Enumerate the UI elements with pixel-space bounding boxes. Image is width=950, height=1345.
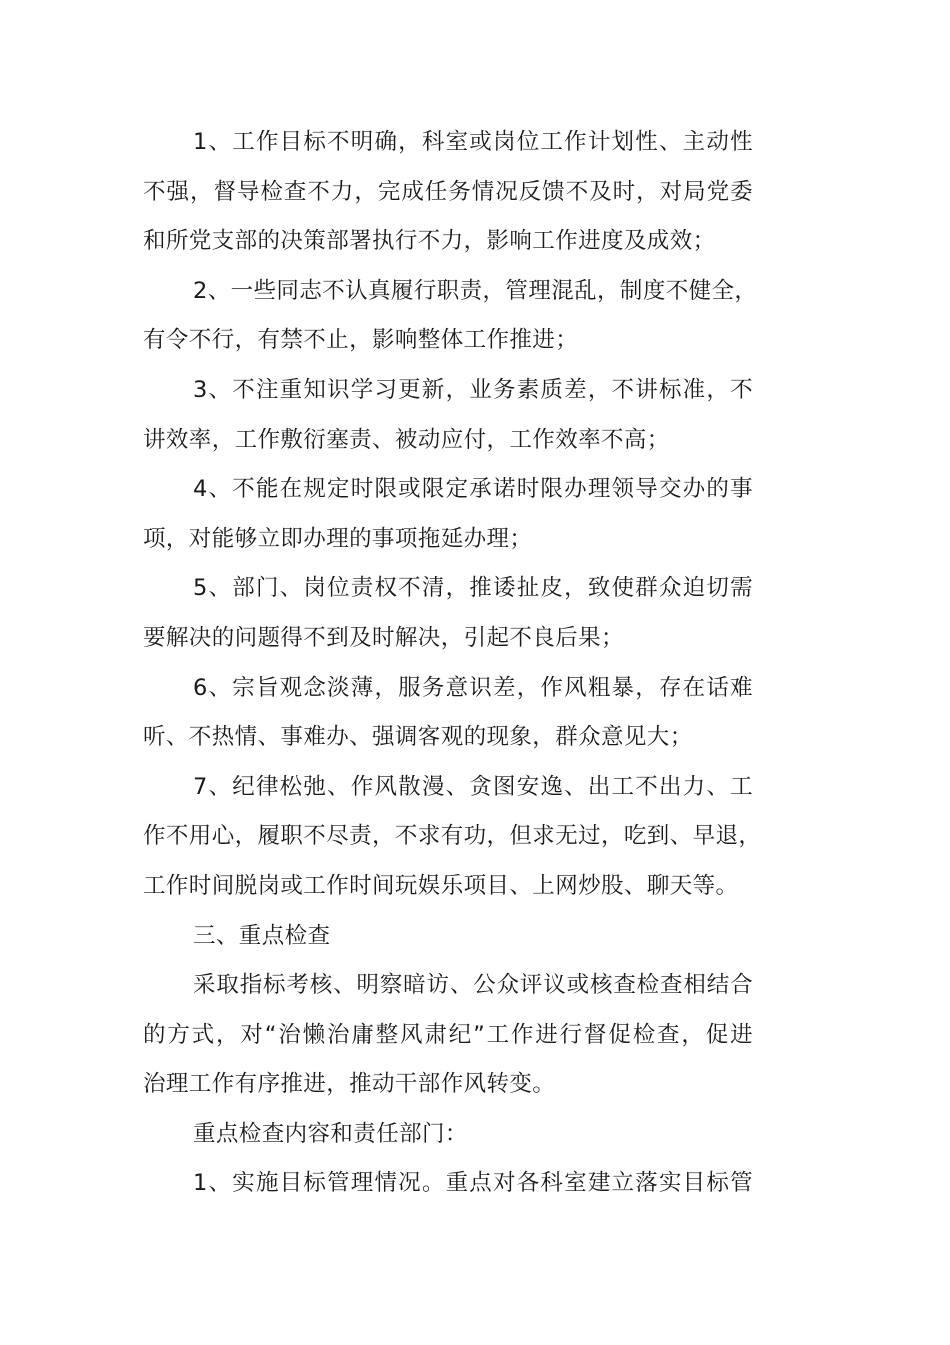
text-line: 7、纪律松弛、作风散漫、贪图安逸、出工不出力、工: [193, 773, 753, 800]
text-line: 听、不热情、事难办、强调客观的现象，群众意见大；: [143, 724, 693, 751]
text-line: 重点检查内容和责任部门：: [193, 1120, 468, 1147]
text-line: 有令不行，有禁不止，影响整体工作推进；: [143, 327, 579, 354]
text-line: 和所党支部的决策部署执行不力，影响工作进度及成效；: [143, 228, 716, 255]
text-line: 1、实施目标管理情况。重点对各科室建立落实目标管: [193, 1170, 753, 1197]
text-line: 讲效率，工作敷衍塞责、被动应付，工作效率不高；: [143, 426, 670, 453]
text-line: 工作时间脱岗或工作时间玩娱乐项目、上网炒股、聊天等。: [143, 872, 739, 899]
text-line: 4、不能在规定时限或限定承诺时限办理领导交办的事: [193, 476, 753, 503]
text-line: 2、一些同志不认真履行职责，管理混乱，制度不健全，: [193, 277, 758, 304]
text-line: 5、部门、岗位责权不清，推诿扯皮，致使群众迫切需: [193, 575, 753, 602]
text-line: 3、不注重知识学习更新，业务素质差，不讲标准，不: [193, 376, 753, 403]
text-line: 的方式，对“治懒治庸整风肃纪”工作进行督促检查，促进: [143, 1021, 753, 1048]
text-line: 项，对能够立即办理的事项拖延办理；: [143, 525, 533, 552]
document-body: [143, 118, 762, 1209]
section-heading: 三、重点检查: [193, 922, 331, 949]
text-line: 不强，督导检查不力，完成任务情况反馈不及时，对局党委: [143, 178, 753, 205]
text-line: 作不用心，履职不尽责，不求有功，但求无过，吃到、早退，: [143, 823, 762, 850]
text-line: 治理工作有序推进，推动干部作风转变。: [143, 1071, 556, 1098]
text-line: 1、工作目标不明确，科室或岗位工作计划性、主动性: [193, 129, 753, 155]
text-line: 6、宗旨观念淡薄，服务意识差，作风粗暴，存在话难: [193, 674, 753, 701]
text-line: 要解决的问题得不到及时解决，引起不良后果；: [143, 624, 624, 651]
text-line: 采取指标考核、明察暗访、公众评议或核查检查相结合: [193, 972, 753, 999]
